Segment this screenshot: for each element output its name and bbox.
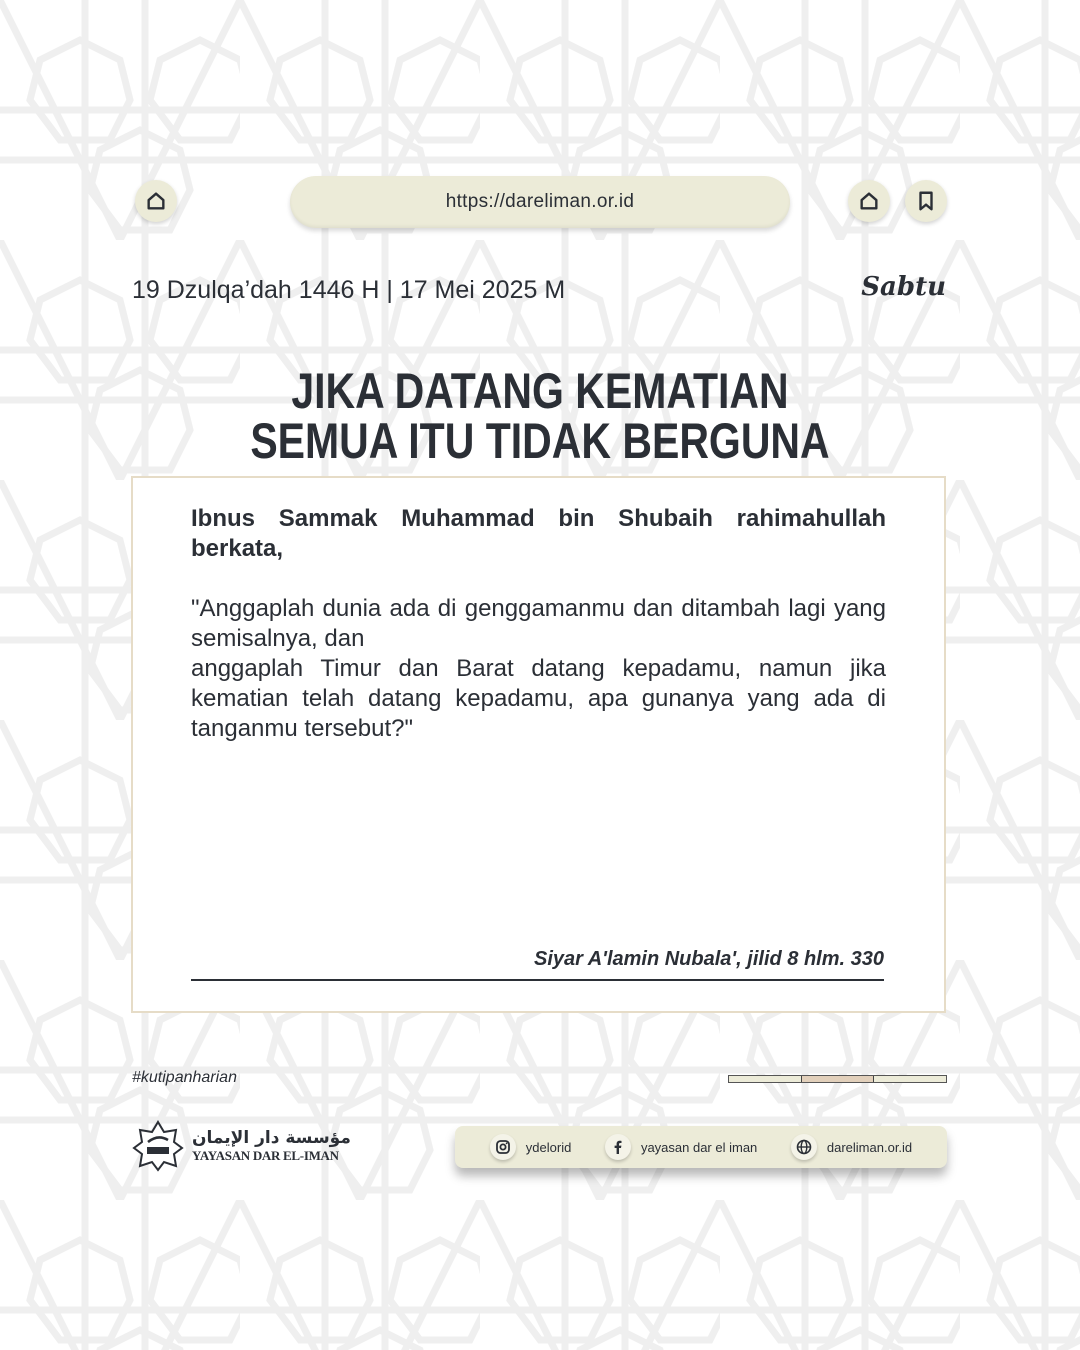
url-text: https://dareliman.or.id <box>445 191 635 212</box>
facebook-icon <box>605 1134 631 1160</box>
social-label: yayasan dar el iman <box>640 1139 758 1155</box>
globe-icon <box>791 1134 817 1160</box>
logo-name: YAYASAN DAR EL-IMAN <box>192 1148 339 1163</box>
home-icon <box>145 190 167 212</box>
url-bar[interactable] <box>290 176 790 228</box>
instagram-icon <box>490 1134 516 1160</box>
social-label: dareliman.or.id <box>826 1139 913 1155</box>
page-title <box>97 363 983 469</box>
quote-card <box>131 476 946 1013</box>
progress-segment <box>874 1076 946 1082</box>
title-line-1: JIKA DATANG KEMATIAN <box>291 363 789 419</box>
progress-segment <box>729 1076 802 1082</box>
social-link-website[interactable] <box>791 1134 912 1160</box>
quote-body <box>191 504 886 744</box>
day-label: Sabtu <box>861 272 946 302</box>
home-button-left[interactable] <box>135 180 177 222</box>
quote-text-2: anggaplah Timur dan Barat datang kepadamu, namun jika kematian telah datang kepadamu, apa gunanya yang ada di tanganmu tersebut?" <box>191 655 886 742</box>
home-icon <box>858 190 880 212</box>
hashtag: #kutipanharian <box>132 1069 237 1086</box>
source-underline <box>191 979 884 981</box>
progress-segment-active <box>802 1076 875 1082</box>
social-link-facebook[interactable] <box>605 1134 757 1160</box>
home-button-right[interactable] <box>848 180 890 222</box>
social-link-instagram[interactable] <box>490 1134 572 1160</box>
title-line-2: SEMUA ITU TIDAK BERGUNA <box>250 413 830 469</box>
slide-progress <box>728 1075 947 1083</box>
social-label: ydelorid <box>525 1139 572 1155</box>
bookmark-button[interactable] <box>905 180 947 222</box>
quote-speaker: Ibnus Sammak Muhammad bin Shubaih rahimahullah berkata, <box>191 505 886 562</box>
quote-source: Siyar A'lamin Nubala', jilid 8 hlm. 330 <box>534 948 884 970</box>
logo-emblem-icon <box>132 1120 184 1172</box>
social-links-bar <box>455 1126 947 1168</box>
logo-arabic-name: مؤسسة دار الإيمان <box>192 1128 351 1148</box>
quote-text-1: "Anggaplah dunia ada di genggamanmu dan ditambah lagi yang semisalnya, dan <box>191 595 886 652</box>
date-line: 19 Dzulqa’dah 1446 H | 17 Mei 2025 M <box>132 276 566 304</box>
organization-logo <box>132 1120 351 1172</box>
bookmark-icon <box>915 190 937 212</box>
